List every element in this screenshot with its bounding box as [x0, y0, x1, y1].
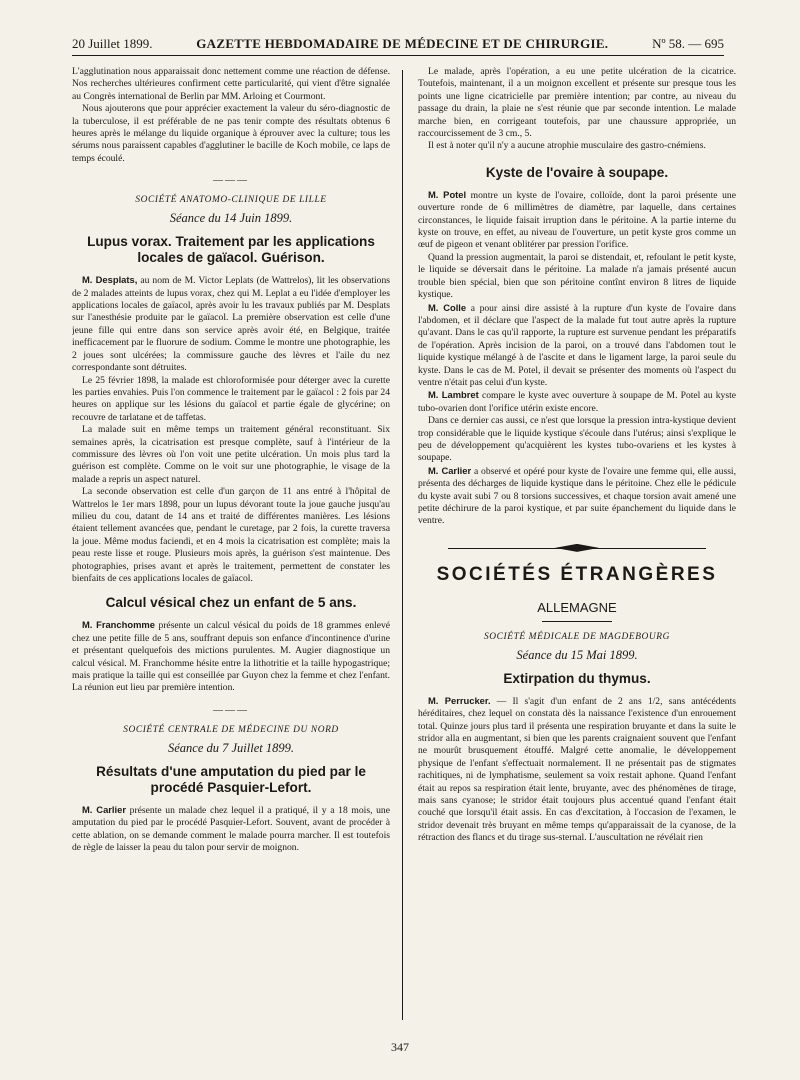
paragraph: La malade suit en même temps un traitement général reconstituant. Six semaines après, la cicatrisation est presque complète, sauf à l'intérieur de la commissure des lèvres où l'on voit une petite ulcération. Un mois plus tard la guérison est complète. Comme on le voit sur une photographie, le visage de la malade a repris un aspect naturel. — [72, 424, 390, 485]
society-heading: SOCIÉTÉ CENTRALE DE MÉDECINE DU NORD — [123, 724, 339, 735]
ornamental-rule — [448, 542, 706, 556]
paragraph-text: présente un malade chez lequel il a pratiqué, il y a 18 mois, une amputation du pied par le procédé Pasquier-Lefort. Souvent, avant de procéder à cette ablation, on se demande comment le malade pourra marcher. Il est toutefois de règle de laisser la peau du talon pour servir de moignon. — [72, 804, 390, 854]
issue-number: Nº 58. — 695 — [652, 36, 724, 51]
society-heading: SOCIÉTÉ MÉDICALE DE MAGDEBOURG — [484, 631, 670, 642]
society-heading: SOCIÉTÉ ANATOMO-CLINIQUE DE LILLE — [135, 195, 327, 206]
column-divider — [402, 70, 403, 1020]
country-heading: ALLEMAGNE — [537, 599, 617, 615]
paragraph-text: — Il s'agit d'un enfant de 2 ans 1/2, sans antécédents héréditaires, chez lequel on constata dès la naissance l'existence d'un enrouement total. Quinze jours plus tard il présenta une respiration bruyante et dans la suite le stridor alla en augmentant, si bien que les parents craignaient souvent que l'enfant ne mourût brusquement étouffé. Malgré cette anomalie, le développement physique de l'enfant s'effectuait normalement. Il ne présentait pas de stigmates rachitiques, ni de lymphatisme, seulement sa voix restait aphone. Quand l'enfant était au repos sa respiration était lente, bruyante, avec des phénomènes de tirage, mais sans cyanose; le stridor était toujours plus accentué quand l'enfant était couché que lorsqu'il était assis. En cas d'excitation, à l'occasion de l'examen, le stridor devenait très bruyant en même temps qu'apparaissait de la cyanose, de la rétraction des flancs et du tirage sus-sternal. L'auscultation ne révélait rien — [418, 695, 736, 844]
article-title: Résultats d'une amputation du pied par le procédé Pasquier-Lefort. — [96, 763, 366, 795]
speaker-name: M. Carlier — [82, 803, 126, 815]
paragraph-text: a observé et opéré pour kyste de l'ovaire une femme qui, elle aussi, présenta des décharges de liquide kystique dans le péritoine. Chez elle le pédicule du kyste avait subi 7 ou 8 torsions successives, et chaque torsion avait amené une petite déchirure de la paroi kystique, et par suite épanchement du liquide dans le ventre. — [418, 465, 736, 527]
paragraph — [72, 804, 390, 855]
paragraph — [418, 389, 736, 415]
article-title: Calcul vésical chez un enfant de 5 ans. — [105, 595, 357, 611]
paragraph — [72, 274, 390, 374]
paragraph: Dans ce dernier cas aussi, ce n'est que lorsque la pression intra-kystique devient trop considérable que le liquide kystique s'écoule dans l'utérus; ainsi s'explique le peu de développement qu'acquièrent les kystes tubo-ovariens et les kystes à soupape. — [418, 415, 736, 464]
session-date: Séance du 15 Mai 1899. — [516, 647, 638, 662]
article-title: Kyste de l'ovaire à soupape. — [485, 164, 669, 180]
paragraph-text: compare le kyste avec ouverture à soupape de M. Potel au kyste tubo-ovarien dont l'orifice utérin existe encore. — [418, 390, 736, 414]
paragraph: Le 25 février 1898, la malade est chloroformisée pour déterger avec la curette les parties envahies. Puis l'on commence le traitement par le gaïacol : 2 fois par 24 heures on applique sur les lésions du gaïacol et partie égale de glycérine; on recouvre de tarlatane et de taffetas. — [72, 374, 390, 423]
paragraph — [418, 302, 736, 390]
paragraph: Le malade, après l'opération, a eu une petite ulcération de la cicatrice. Toutefois, maintenant, il a un moignon excellent et présente sur presque tous les points une ligne cicatricielle par première intention; par contre, au niveau du passage du drain, la plaie ne s'est réunie que par seconde intention. Le malade marche bien, en corrigeant toutefois, par une chaussure appropriée, un raccourcissement de 3 cm., 5. — [418, 66, 736, 140]
speaker-name: M. Desplats, — [82, 274, 138, 286]
article-title: Lupus vorax. Traitement par les applications locales de gaïacol. Guérison. — [87, 234, 375, 266]
section-heading: SOCIÉTÉS ÉTRANGÈRES — [436, 563, 718, 585]
left-column — [72, 66, 390, 1034]
paragraph: Nous ajouterons que pour apprécier exactement la valeur du séro-diagnostic de la tuberculose, il est préférable de ne pas tenir compte des résultats obtenus 6 heures après le mélange du liquide organique à éprouver avec la culture; tous les sérums nous paraissent capables d'agglutiner le bacille de Koch mobile, ce laps de temps écoulé. — [72, 103, 390, 164]
paragraph: La seconde observation est celle d'un garçon de 11 ans entré à l'hôpital de Wattrelos le 1er mars 1898, pour un lupus dévorant toute la joue gauche jusqu'au milieu du cou, datant de 14 ans et traité de différentes manières. Les lésions étaient tellement avancées que, pendant le curetage, par 2 fois, la curette traversa la joue. Même modus faciendi, et en 4 mois la cicatrisation est complète; mais la peau reste lisse et rouge. Plusieurs mois après, la guérison s'est maintenue. Des photographies, prises avant et après le traitement, permettent de constater les bienfaits de ces applications locales de gaïacol. — [72, 486, 390, 584]
paragraph-text: au nom de M. Victor Leplats (de Wattrelos), lit les observations de 2 malades atteints de lupus vorax, chez qui M. Leplat a eu l'idée d'employer les applications locales de gaïacol, après avoir lu les travaux publiés par M. Desplats sur l'anesthésie produite par le gaïacol. La première observation est celle d'une jeune fille qui entre dans son service après avoir été, en Belgique, traitée inefficacement par le fluorure de sodium. Comme le montre une photographie, les 2 joues sont ulcérées; la commissure gauche des lèvres et l'aile du nez correspondante sont détruites. — [72, 275, 390, 374]
speaker-name: M. Colle — [428, 301, 467, 313]
paragraph: Il est à noter qu'il n'y a aucune atrophie musculaire des gastro-cnémiens. — [428, 140, 706, 152]
paragraph-text: a pour ainsi dire assisté à la rupture d'un kyste de l'ovaire dans l'abdomen, et il déclare que l'aspect de la malade fut tout autre après la rupture qu'avant. Dans le cas qu'il rapporte, la rupture est survenue pendant les préparatifs de l'opération. Après incision de la paroi, on a trouvé dans l'abdomen tout le liquide kystique mélangé à de l'ascite et dans le ligament large, la paroi seule du kyste. Dans le cas de M. Potel, il devait se présenter des moments où l'aspect du ventre n'était pas celui d'un kyste. — [418, 302, 736, 388]
journal-title: GAZETTE HEBDOMADAIRE DE MÉDECINE ET DE CHIRURGIE. — [196, 36, 609, 51]
separator: ——— — [213, 175, 249, 187]
running-head — [72, 36, 724, 56]
speaker-name: M. Carlier — [428, 464, 472, 476]
session-date: Séance du 14 Juin 1899. — [169, 211, 293, 226]
paragraph — [418, 465, 736, 528]
paragraph — [418, 189, 736, 252]
session-date: Séance du 7 Juillet 1899. — [167, 740, 294, 755]
speaker-name: M. Potel — [428, 188, 467, 200]
paragraph: L'agglutination nous apparaissait donc nettement comme une réaction de défense. Nos recherches ultérieures confirment cette particularité, qui vient d'être signalée au Congrès international de Berlin par MM. Arloing et Courmont. — [72, 66, 390, 102]
issue-date: 20 Juillet 1899. — [72, 36, 153, 51]
rule-diamond-ornament — [555, 544, 599, 552]
right-column — [418, 66, 736, 1034]
speaker-name: M. Franchomme — [82, 619, 155, 631]
paragraph — [418, 695, 736, 845]
article-title: Extirpation du thymus. — [503, 670, 651, 686]
paragraph-text: présente un calcul vésical du poids de 18 grammes enlevé chez une petite fille de 5 ans, souffrant depuis son enfance d'incontinence d'urine et présentant quelquefois des mictions purulentes. M. Augier diagnostique un calcul vésical. M. Franchomme hésite entre la lithotritie et la taille hypogastrique; mais pratique la taille qui est conseillée par Guyon chez la femme et chez l'enfant. La réunion eut lieu par première intention. — [72, 620, 390, 694]
paragraph: Quand la pression augmentait, la paroi se distendait, et, refoulant le petit kyste, le liquide se déversait dans le péritoine. La malade n'a jamais présenté aucun trouble bien spécial, bien que son péritoine contînt environ 8 litres de liquide kystique. — [418, 251, 736, 301]
country-underline — [542, 621, 612, 622]
speaker-name: M. Lambret — [428, 389, 479, 401]
speaker-name: M. Perrucker. — [428, 694, 491, 706]
separator: ——— — [213, 704, 249, 716]
paragraph — [72, 619, 390, 694]
page-number: 347 — [391, 1040, 409, 1054]
paragraph-text: montre un kyste de l'ovaire, colloïde, dont la paroi présente une ouverture ronde de 6 millimètres de diamètre, par laquelle, dans certaines circonstances, le liquide faisait irruption dans le péritoine. A la partie interne du kyste on trouve, en effet, au niveau de l'ouverture, un petit kyste gros comme un œuf de pigeon et venant oblitérer par pression l'orifice. — [418, 189, 736, 251]
